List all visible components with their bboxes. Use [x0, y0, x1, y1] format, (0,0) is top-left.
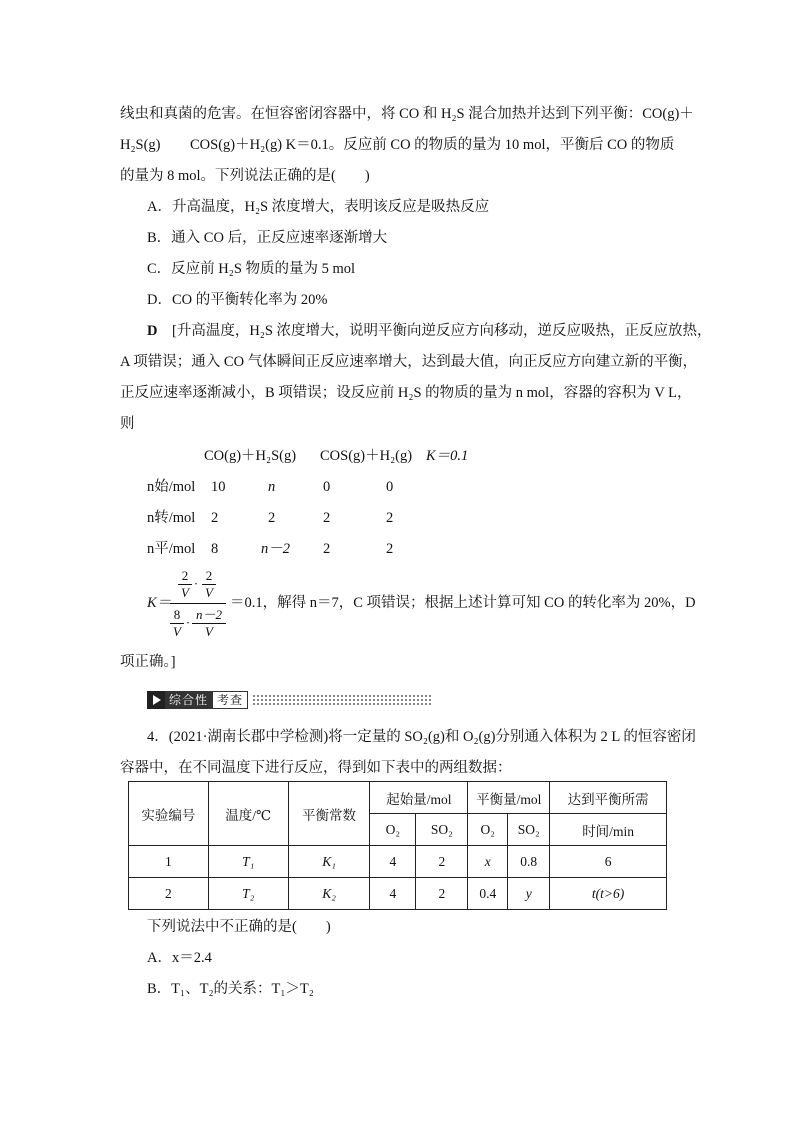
eq-cell: 2 [211, 510, 219, 526]
den-d: V [192, 623, 226, 640]
th-eq-o2: O₂ [468, 814, 508, 846]
th-const: 平衡常数 [288, 782, 370, 846]
intro-line-1: 线虫和真菌的危害。在恒容密闭容器中，将 CO 和 H₂S 混合加热并达到下列平衡：CO(g)＋ [120, 106, 694, 122]
num-a: 2 [181, 568, 189, 583]
den-b: V [170, 623, 184, 640]
num-d: V [202, 584, 216, 601]
option-b: B．通入 CO 后，正反应速率逐渐增大 [147, 230, 388, 246]
den-dot: · [185, 615, 191, 630]
num-frac-1 [178, 568, 192, 601]
eq-cell: 0 [386, 479, 394, 495]
banner-dots-decoration [252, 694, 432, 706]
k-fraction [170, 566, 226, 642]
eq-row-eq-label: n平/mol [147, 541, 196, 557]
th-start-so2: SO₂ [416, 814, 468, 846]
k-end: 项正确。] [120, 654, 176, 670]
den-frac-1 [170, 607, 184, 640]
th-exp-no: 实验编号 [129, 782, 209, 846]
table-cell: 4 [370, 878, 416, 910]
eq-row-change-label: n转/mol [147, 510, 196, 526]
q4-option-a: A．x＝2.4 [147, 950, 212, 966]
q4-option-b: B．T₁、T₂的关系：T₁＞T₂ [147, 981, 314, 997]
eq-cell: 0 [323, 479, 331, 495]
answer-line-4: 则 [120, 416, 135, 432]
num-c: 2 [205, 568, 213, 583]
eq-header-reactants: CO(g)＋H₂S(g) [204, 448, 297, 464]
th-start-o2: O₂ [370, 814, 416, 846]
table-cell: t(t>6) [550, 878, 667, 910]
eq-cell: 2 [323, 510, 331, 526]
th-eq-so2: SO₂ [508, 814, 550, 846]
k-prefix: K＝ [147, 595, 172, 611]
num-dot: · [193, 576, 199, 591]
q4-line-1: 4．(2021·湖南长郡中学检测)将一定量的 SO₂(g)和 O₂(g)分别通入体积为 2 L 的恒容密闭 [147, 729, 696, 745]
table-cell: 0.8 [508, 846, 550, 878]
eq-cell: 2 [386, 541, 394, 557]
eq-header-k: K＝0.1 [426, 448, 469, 464]
main-fraction-bar [170, 603, 226, 604]
table-cell: y [508, 878, 550, 910]
th-start: 起始量/mol [370, 782, 468, 814]
th-eq: 平衡量/mol [468, 782, 550, 814]
table-cell: 2 [416, 878, 468, 910]
table-cell: x [468, 846, 508, 878]
intro-line-3: 的量为 8 mol。下列说法正确的是( ) [120, 168, 370, 184]
intro-line-2-left: H₂S(g) [120, 137, 161, 153]
banner-label-2: 考查 [212, 691, 248, 709]
eq-cell: n [268, 479, 276, 495]
eq-cell: 2 [323, 541, 331, 557]
table-cell: 0.4 [468, 878, 508, 910]
answer-line-3: 正反应速率逐渐减小，B 项错误；设反应前 H₂S 的物质的量为 n mol，容器的容积为 V L， [120, 385, 692, 401]
eq-row-start-label: n始/mol [147, 479, 196, 495]
table-cell: K₂ [288, 878, 370, 910]
eq-cell: 8 [211, 541, 219, 557]
table-cell: T₂ [208, 878, 288, 910]
q4-line-2: 容器中，在不同温度下进行反应，得到如下表中的两组数据： [120, 760, 512, 776]
option-d: D．CO 的平衡转化率为 20% [147, 292, 328, 308]
option-c: C．反应前 H₂S 物质的量为 5 mol [147, 261, 356, 277]
q4-question: 下列说法中不正确的是( ) [147, 919, 331, 935]
eq-cell: 10 [211, 479, 226, 495]
banner-label-1: 综合性 [165, 691, 212, 709]
table-cell: 2 [129, 878, 209, 910]
eq-cell: 2 [386, 510, 394, 526]
answer-letter: D [147, 323, 158, 339]
intro-line-2-right: COS(g)＋H₂(g) K＝0.1。反应前 CO 的物质的量为 10 mol，平衡后 CO 的物质 [190, 137, 675, 153]
table-cell: T₁ [208, 846, 288, 878]
table-cell: 6 [550, 846, 667, 878]
th-time-2: 时间/min [550, 814, 667, 846]
num-b: V [178, 584, 192, 601]
play-icon [147, 691, 165, 709]
k-suffix: ＝0.1，解得 n＝7，C 项错误；根据上述计算可知 CO 的转化率为 20%，D [230, 595, 696, 611]
eq-cell: 2 [268, 510, 276, 526]
table-cell: K₁ [288, 846, 370, 878]
table-cell: 4 [370, 846, 416, 878]
section-banner [147, 691, 432, 709]
den-c: n－2 [195, 607, 222, 622]
option-a: A．升高温度，H₂S 浓度增大，表明该反应是吸热反应 [147, 199, 490, 215]
num-frac-2 [202, 568, 216, 601]
th-temp: 温度/℃ [208, 782, 288, 846]
q4-data-table [128, 781, 667, 910]
table-row [129, 846, 667, 878]
th-time-1: 达到平衡所需 [550, 782, 667, 814]
answer-line-2: A 项错误；通入 CO 气体瞬间正反应速率增大，达到最大值，向正反应方向建立新的平衡， [120, 354, 698, 370]
table-row [129, 878, 667, 910]
eq-cell: n－2 [261, 541, 290, 557]
eq-header-products: COS(g)＋H₂(g) [320, 448, 413, 464]
den-frac-2 [192, 607, 226, 640]
table-cell: 1 [129, 846, 209, 878]
answer-line-1: [升高温度，H₂S 浓度增大，说明平衡向逆反应方向移动，逆反应吸热，正反应放热， [172, 323, 712, 339]
table-cell: 2 [416, 846, 468, 878]
den-a: 8 [173, 607, 181, 622]
